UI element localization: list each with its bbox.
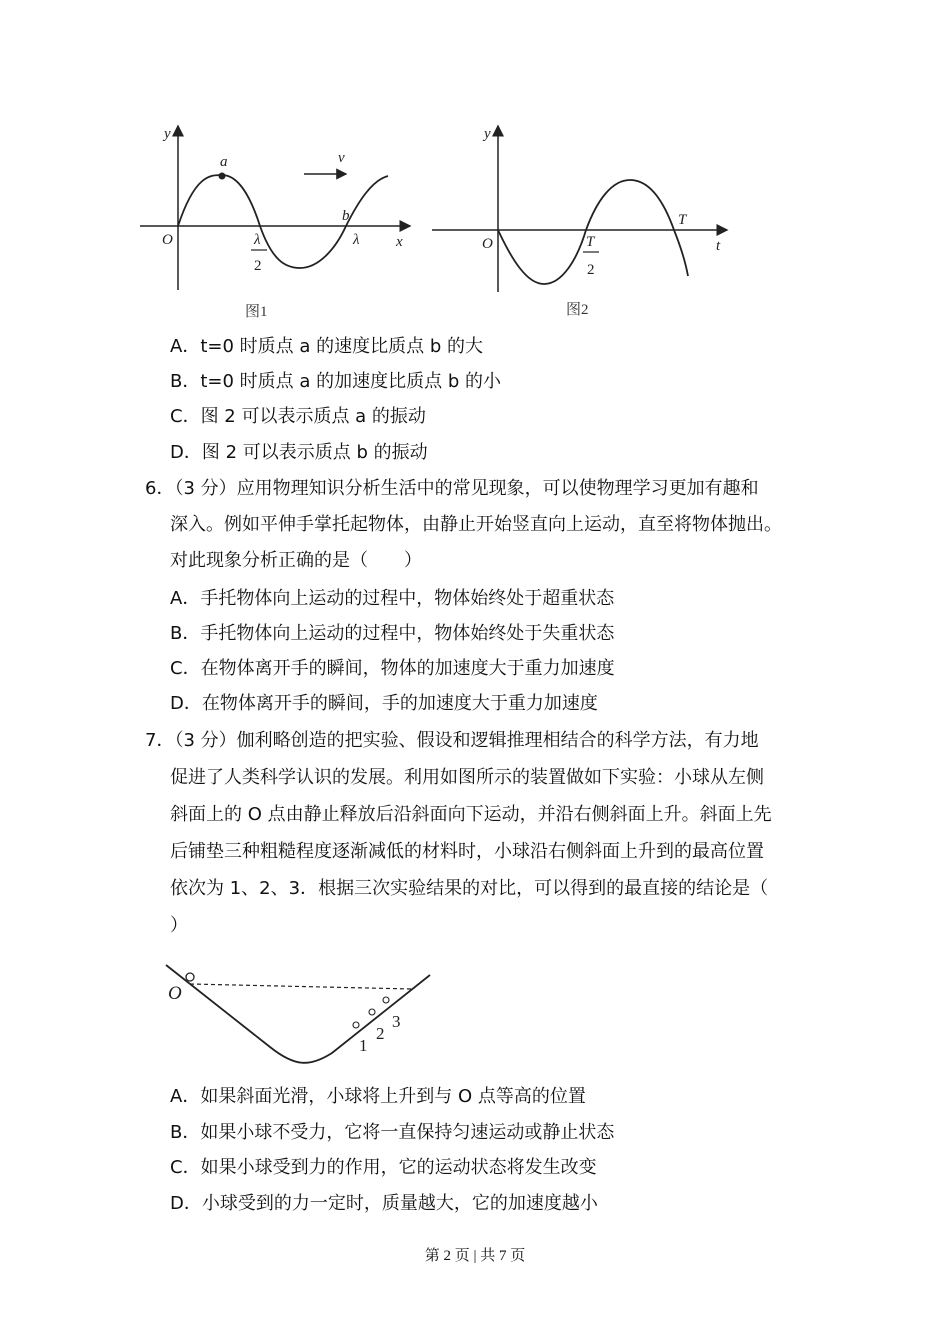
label-t: t bbox=[716, 238, 721, 254]
incline-experiment-figure bbox=[160, 955, 450, 1075]
q5-option-c: C．图 2 可以表示质点 a 的振动 bbox=[170, 406, 426, 427]
q7-stem-line-1: 7．（3 分）伽利略创造的把实验、假设和逻辑推理相结合的科学方法，有力地 bbox=[145, 730, 759, 751]
q7-stem-line-5: 依次为 1、2、3．根据三次实验结果的对比，可以得到的最直接的结论是（ bbox=[170, 878, 769, 899]
label-origin: O bbox=[162, 232, 173, 248]
q7-stem-line-6: ） bbox=[170, 915, 188, 936]
q7-stem-line-3: 斜面上的 O 点由静止释放后沿斜面向下运动，并沿右侧斜面上升。斜面上先 bbox=[170, 804, 772, 825]
level-dashed-line bbox=[190, 984, 412, 989]
label-T: T bbox=[678, 212, 687, 228]
ball-position-2 bbox=[369, 1009, 375, 1015]
label-lambda: λ bbox=[353, 232, 360, 248]
q5-option-d: D．图 2 可以表示质点 b 的振动 bbox=[170, 442, 428, 463]
q7-option-c: C．如果小球受到力的作用，它的运动状态将发生改变 bbox=[170, 1157, 597, 1178]
q7-option-d: D．小球受到的力一定时，质量越大，它的加速度越小 bbox=[170, 1193, 598, 1214]
label-T-half-num: T bbox=[586, 234, 595, 250]
label-O: O bbox=[168, 983, 182, 1004]
q6-stem-line-3: 对此现象分析正确的是（ ） bbox=[170, 550, 422, 571]
q7-option-b: B．如果小球不受力，它将一直保持匀速运动或静止状态 bbox=[170, 1122, 615, 1143]
label-y-2: y bbox=[484, 126, 491, 142]
figure-1-caption: 图1 bbox=[245, 304, 268, 320]
q6-stem-line-1: 6．（3 分）应用物理知识分析生活中的常见现象，可以使物理学习更加有趣和 bbox=[145, 478, 759, 499]
q7-option-a: A．如果斜面光滑，小球将上升到与 O 点等高的位置 bbox=[170, 1086, 586, 1107]
wave-curve bbox=[178, 175, 388, 268]
q6-option-a: A．手托物体向上运动的过程中，物体始终处于超重状态 bbox=[170, 588, 615, 609]
label-1: 1 bbox=[359, 1036, 368, 1055]
ball-position-3 bbox=[383, 997, 389, 1003]
label-y: y bbox=[164, 126, 171, 142]
q7-stem-line-4: 后铺垫三种粗糙程度逐渐减低的材料时，小球沿右侧斜面上升到的最高位置 bbox=[170, 841, 764, 862]
figure-1-wave-graph bbox=[140, 120, 420, 300]
q6-stem-line-2: 深入。例如平伸手掌托起物体，由静止开始竖直向上运动，直至将物体抛出。 bbox=[170, 514, 782, 535]
q5-option-a: A．t=0 时质点 a 的速度比质点 b 的大 bbox=[170, 336, 483, 357]
q7-stem-line-2: 促进了人类科学认识的发展。利用如图所示的装置做如下实验：小球从左侧 bbox=[170, 767, 764, 788]
label-3: 3 bbox=[392, 1012, 401, 1031]
label-T-half-den: 2 bbox=[587, 262, 595, 278]
figure-2-vibration-graph bbox=[432, 120, 732, 300]
label-lambda-half-den: 2 bbox=[254, 258, 262, 274]
incline-track bbox=[166, 965, 430, 1063]
label-2: 2 bbox=[376, 1024, 385, 1043]
ball-position-1 bbox=[353, 1022, 359, 1028]
q6-option-d: D．在物体离开手的瞬间，手的加速度大于重力加速度 bbox=[170, 693, 598, 714]
label-origin-2: O bbox=[482, 236, 493, 252]
q6-option-b: B．手托物体向上运动的过程中，物体始终处于失重状态 bbox=[170, 623, 615, 644]
label-b: b bbox=[342, 208, 350, 224]
label-lambda-half-num: λ bbox=[254, 232, 261, 248]
figure-2-caption: 图2 bbox=[566, 302, 589, 318]
ball-at-O bbox=[186, 973, 194, 981]
label-v: v bbox=[338, 150, 345, 166]
label-a: a bbox=[220, 154, 228, 170]
q5-option-b: B．t=0 时质点 a 的加速度比质点 b 的小 bbox=[170, 371, 502, 392]
q6-option-c: C．在物体离开手的瞬间，物体的加速度大于重力加速度 bbox=[170, 658, 615, 679]
label-x: x bbox=[396, 234, 403, 250]
point-a bbox=[219, 173, 226, 180]
page-footer: 第 2 页 | 共 7 页 bbox=[424, 1248, 526, 1264]
